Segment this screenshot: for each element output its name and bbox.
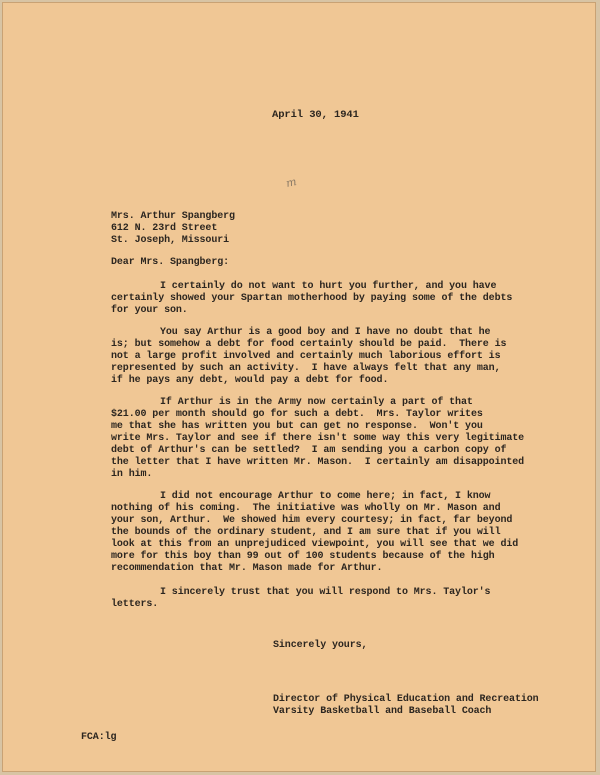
paragraph-line: debt of Arthur's can be settled? I am sending you a carbon copy of	[111, 445, 507, 456]
paragraph-line: certainly showed your Spartan motherhood by paying some of the debts	[111, 293, 513, 304]
paragraph-line: look at this from an unprejudiced viewpoint, you will see that we did	[111, 539, 519, 550]
paragraph-line: the bounds of the ordinary student, and I am sure that if you will	[111, 527, 501, 538]
paragraph-line: not a large profit involved and certainly much laborious effort is	[111, 351, 501, 362]
paragraph-line: I certainly do not want to hurt you further, and you have	[160, 281, 497, 292]
letter-date: April 30, 1941	[272, 109, 359, 121]
paragraph-line: for your son.	[111, 305, 188, 316]
closing: Sincerely yours,	[273, 640, 368, 651]
recipient-city: St. Joseph, Missouri	[111, 235, 230, 246]
recipient-name: Mrs. Arthur Spangberg	[111, 211, 235, 222]
paragraph-line: more for this boy than 99 out of 100 students because of the high	[111, 551, 495, 562]
paragraph-line: represented by such an activity. I have always felt that any man,	[111, 363, 501, 374]
paragraph-line: I sincerely trust that you will respond to Mrs. Taylor's	[160, 587, 491, 598]
paragraph-line: nothing of his coming. The initiative was wholly on Mr. Mason and	[111, 503, 501, 514]
paragraph-line: in him.	[111, 469, 153, 480]
paragraph-line: If Arthur is in the Army now certainly a part of that	[160, 397, 473, 408]
pencil-mark: m	[284, 175, 298, 190]
recipient-street: 612 N. 23rd Street	[111, 223, 218, 234]
paragraph-line: if he pays any debt, would pay a debt for food.	[111, 375, 389, 386]
paragraph-line: letters.	[111, 599, 159, 610]
signature-title-1: Director of Physical Education and Recreation	[273, 694, 539, 705]
paragraph-line: I did not encourage Arthur to come here; in fact, I know	[160, 491, 491, 502]
paragraph-line: your son, Arthur. We showed him every courtesy; in fact, far beyond	[111, 515, 513, 526]
paragraph-line: me that she has written you but can get no response. Won't you	[111, 421, 483, 432]
paragraph-line: You say Arthur is a good boy and I have no doubt that he	[160, 327, 491, 338]
typist-initials: FCA:lg	[81, 732, 117, 743]
paragraph-line: write Mrs. Taylor and see if there isn't some way this very legitimate	[111, 433, 525, 444]
salutation: Dear Mrs. Spangberg:	[111, 257, 230, 268]
paragraph-line: $21.00 per month should go for such a debt. Mrs. Taylor writes	[111, 409, 483, 420]
paragraph-line: the letter that I have written Mr. Mason. I certainly am disappointed	[111, 457, 525, 468]
paragraph-line: is; but somehow a debt for food certainly should be paid. There is	[111, 339, 507, 350]
letter-page	[2, 2, 596, 772]
signature-title-2: Varsity Basketball and Baseball Coach	[273, 706, 492, 717]
paragraph-line: recommendation that Mr. Mason made for Arthur.	[111, 563, 383, 574]
